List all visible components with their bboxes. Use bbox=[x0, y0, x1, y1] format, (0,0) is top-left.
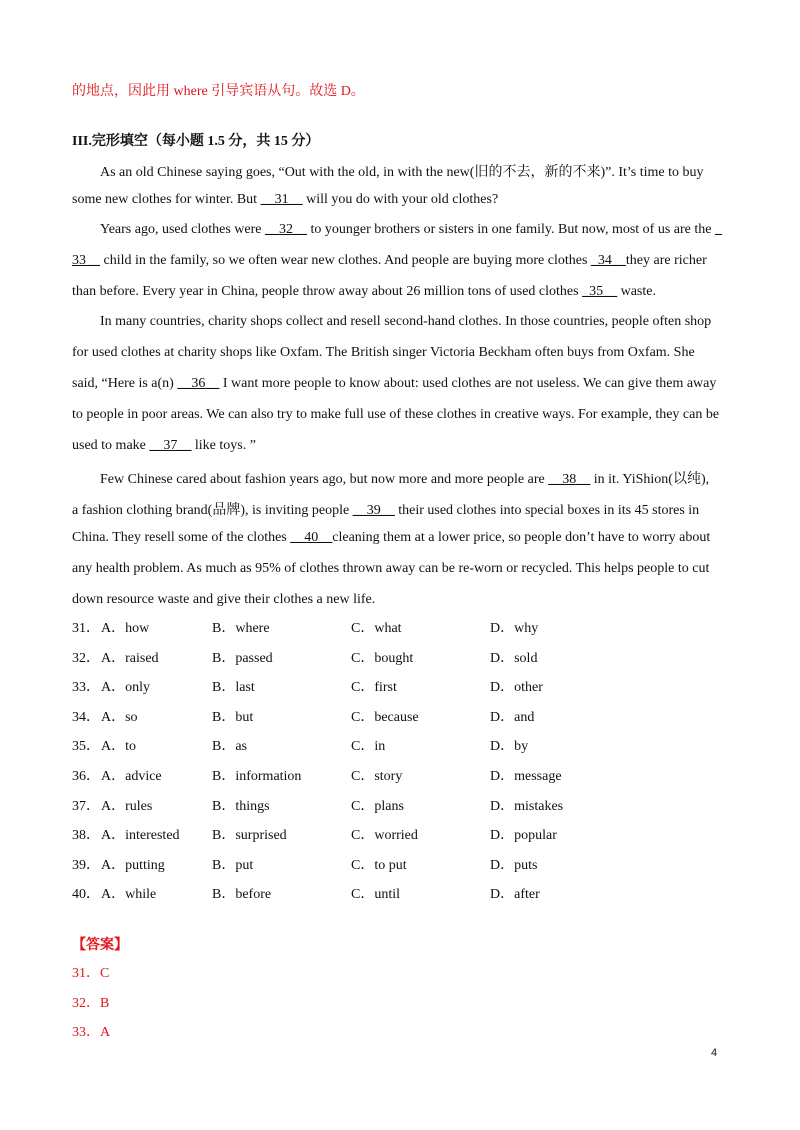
question-number: 40． bbox=[72, 887, 100, 903]
answer-heading: 【答案】 bbox=[72, 938, 128, 953]
option-d: D．why bbox=[490, 621, 539, 636]
option-b: B．put bbox=[212, 857, 254, 873]
blank: _34__ bbox=[590, 253, 626, 268]
passage-text: said, “Here is a(n) bbox=[72, 376, 178, 391]
question-number: 37． bbox=[72, 798, 100, 814]
passage-line bbox=[72, 192, 498, 208]
option-d: D．and bbox=[490, 709, 535, 725]
blank: __40__ bbox=[290, 530, 333, 545]
option-d: D．message bbox=[490, 769, 562, 784]
question-number: 33． bbox=[72, 680, 100, 696]
question-number: 31． bbox=[72, 621, 100, 636]
passage-text: China. They resell some of the clothes bbox=[72, 530, 291, 545]
passage-line bbox=[72, 530, 710, 546]
passage-line bbox=[72, 592, 375, 608]
option-c: C．what bbox=[351, 621, 402, 636]
passage-text: waste. bbox=[617, 284, 656, 299]
option-a: A．how bbox=[101, 621, 150, 636]
question-number: 34． bbox=[72, 709, 100, 725]
passage-text: any health problem. As much as 95% of clothes thrown away can be re-worn or recycled. This helps people to cut bbox=[72, 561, 710, 576]
option-b: B．as bbox=[212, 739, 247, 755]
passage-text: than before. Every year in China, people throw away about 26 million tons of used clothes bbox=[72, 284, 583, 299]
passage-line bbox=[72, 561, 709, 577]
option-d: D．popular bbox=[490, 828, 557, 844]
passage-text: some new clothes for winter. But bbox=[72, 192, 261, 207]
option-d: D．sold bbox=[490, 650, 538, 666]
question-number: 32． bbox=[72, 650, 100, 666]
blank: _35__ bbox=[582, 284, 618, 299]
option-a: A．while bbox=[101, 887, 157, 903]
option-b: B．information bbox=[212, 769, 302, 784]
passage-text: used to make bbox=[72, 438, 150, 453]
blank: __39__ bbox=[352, 503, 395, 518]
top-note: 的地点，因此用 where 引导宾语从句。故选 D。 bbox=[72, 84, 365, 99]
passage-text: in it. YiShion(以纯), bbox=[590, 472, 710, 487]
option-b: B．but bbox=[212, 709, 254, 725]
passage-line bbox=[72, 284, 656, 300]
passage-text: In many countries, charity shops collect and resell second-hand clothes. In those countries, people often shop bbox=[100, 314, 712, 329]
passage-line bbox=[72, 499, 699, 519]
option-d: D．after bbox=[490, 887, 540, 903]
passage-text: a fashion clothing brand(品牌), is inviting people bbox=[72, 503, 353, 518]
passage-text: their used clothes into special boxes in its 45 stores in bbox=[394, 503, 700, 518]
question-number: 35． bbox=[72, 739, 100, 755]
option-d: D．puts bbox=[490, 857, 538, 873]
passage-text: to people in poor areas. We can also try to make full use of these clothes in creative ways. For example, they can be bbox=[72, 407, 720, 422]
option-c: C．story bbox=[351, 769, 403, 784]
option-c: C．worried bbox=[351, 828, 418, 844]
option-b: B．where bbox=[212, 621, 270, 636]
passage-line bbox=[100, 314, 711, 330]
answer-item: 31．C bbox=[72, 966, 110, 981]
blank: 33__ bbox=[72, 253, 100, 268]
option-d: D．by bbox=[490, 739, 529, 755]
blank: __37__ bbox=[149, 438, 192, 453]
option-a: A．only bbox=[101, 680, 150, 696]
passage-line bbox=[100, 468, 709, 488]
option-c: C．bought bbox=[351, 650, 414, 666]
option-a: A．rules bbox=[101, 798, 153, 814]
answer-item: 32．B bbox=[72, 995, 110, 1011]
passage-text: I want more people to know about: used clothes are not useless. We can give them away bbox=[219, 376, 717, 391]
passage-line bbox=[72, 253, 707, 269]
passage-line bbox=[72, 438, 256, 454]
option-b: B．surprised bbox=[212, 828, 287, 844]
option-c: C．first bbox=[351, 680, 397, 696]
option-a: A．raised bbox=[101, 650, 159, 666]
option-c: C．in bbox=[351, 739, 386, 755]
option-a: A．to bbox=[101, 739, 136, 755]
option-c: C．until bbox=[351, 887, 401, 903]
option-b: B．before bbox=[212, 887, 272, 903]
option-c: C．to put bbox=[351, 857, 407, 873]
option-a: A．putting bbox=[101, 857, 165, 873]
passage-text: like toys. ” bbox=[191, 438, 256, 453]
passage-line bbox=[100, 222, 722, 238]
passage-text: As an old Chinese saying goes, “Out with the old, in with the new(旧的不去，新的不来)”. It’s time to buy bbox=[100, 165, 704, 180]
option-a: A．interested bbox=[101, 828, 180, 844]
option-d: D．other bbox=[490, 680, 543, 696]
passage-text: for used clothes at charity shops like Oxfam. The British singer Victoria Beckham often buys from Oxfam. She bbox=[72, 345, 695, 360]
question-number: 39． bbox=[72, 857, 100, 873]
passage-line bbox=[72, 345, 695, 361]
passage-text: Years ago, used clothes were bbox=[100, 222, 265, 237]
blank: __32__ bbox=[264, 222, 307, 237]
option-b: B．last bbox=[212, 680, 255, 696]
question-number: 38． bbox=[72, 828, 100, 844]
option-c: C．plans bbox=[351, 798, 404, 814]
option-a: A．so bbox=[101, 709, 138, 725]
passage-text: cleaning them at a lower price, so people don’t have to worry about bbox=[332, 530, 711, 545]
option-d: D．mistakes bbox=[490, 798, 564, 814]
blank: __31__ bbox=[260, 192, 303, 207]
option-c: C．because bbox=[351, 709, 419, 725]
passage-text: child in the family, so we often wear new clothes. And people are buying more clothes bbox=[100, 253, 591, 268]
answer-item: 33．A bbox=[72, 1025, 111, 1040]
passage-line bbox=[100, 161, 703, 181]
blank: _ bbox=[715, 222, 722, 237]
passage-text: Few Chinese cared about fashion years ago, but now more and more people are bbox=[100, 472, 549, 487]
passage-line bbox=[72, 407, 719, 423]
blank: __36__ bbox=[177, 376, 220, 391]
page-number: 4 bbox=[711, 1047, 718, 1059]
passage-text: will you do with your old clothes? bbox=[302, 192, 499, 207]
passage-text: they are richer bbox=[625, 253, 707, 268]
blank: __38__ bbox=[548, 472, 591, 487]
option-b: B．things bbox=[212, 798, 270, 814]
option-a: A．advice bbox=[101, 769, 162, 784]
passage-text: to younger brothers or sisters in one family. But now, most of us are the bbox=[306, 222, 715, 237]
question-number: 36． bbox=[72, 769, 100, 784]
passage-line bbox=[72, 376, 716, 392]
option-b: B．passed bbox=[212, 650, 273, 666]
section-title: III.完形填空（每小题 1.5 分，共 15 分） bbox=[72, 134, 320, 149]
passage-text: down resource waste and give their clothes a new life. bbox=[72, 592, 376, 607]
